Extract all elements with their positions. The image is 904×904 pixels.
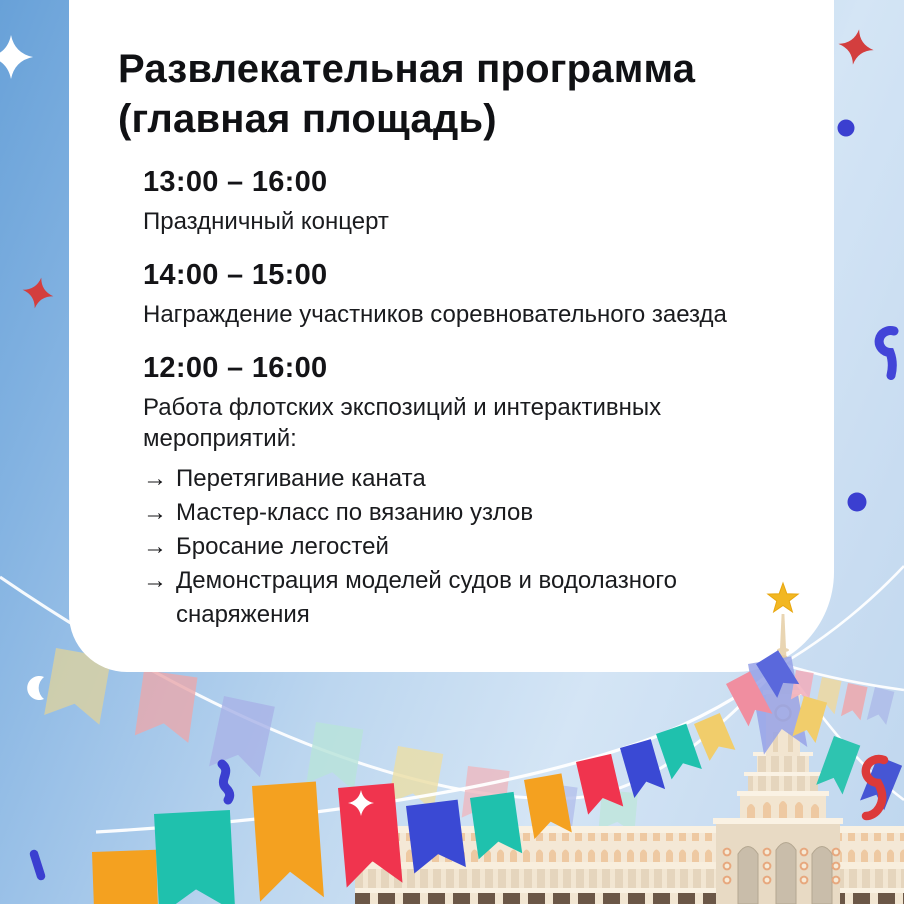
red-star-icon xyxy=(19,274,56,311)
building-star-icon xyxy=(768,583,798,612)
event-time: 14:00 – 15:00 xyxy=(143,259,328,291)
event-description: Работа флотских экспозиций и интерактивных мероприятий: xyxy=(143,394,662,452)
arched-door xyxy=(776,843,796,904)
arched-door xyxy=(738,847,758,904)
event-time: 12:00 – 16:00 xyxy=(143,352,328,384)
confetti-ribbon-icon xyxy=(879,331,894,376)
activity-label: Демонстрация моделей судов и водолазного снаряжения xyxy=(176,567,677,628)
event-description: Праздничный концерт xyxy=(143,208,389,235)
title-line-2: (главная площадь) xyxy=(118,97,497,141)
pennant-flag xyxy=(694,713,735,761)
arrow-bullet-icon: → xyxy=(143,567,167,594)
pennant-flag xyxy=(816,736,860,794)
crescent-icon xyxy=(27,676,44,700)
arrow-bullet-icon: → xyxy=(143,499,167,526)
pennant-flag xyxy=(576,754,623,815)
pennant-flag xyxy=(841,683,868,720)
confetti-dash xyxy=(34,854,41,876)
confetti-ribbon-icon xyxy=(222,764,230,800)
confetti-group xyxy=(0,26,894,876)
activity-label: Мастер-класс по вязанию узлов xyxy=(176,499,534,526)
pennant-flag xyxy=(92,850,159,904)
arrow-bullet-icon: → xyxy=(143,533,167,560)
blue-dot xyxy=(838,120,855,137)
red-star-icon xyxy=(835,26,876,67)
arched-door xyxy=(812,847,832,904)
pennant-flag xyxy=(154,810,235,904)
pennant-flag xyxy=(867,687,895,725)
activity-label: Перетягивание каната xyxy=(176,465,426,492)
pennant-flag xyxy=(252,782,324,902)
activity-label: Бросание легостей xyxy=(176,533,389,560)
bunting-string xyxy=(782,566,904,664)
title-line-1: Развлекательная программа xyxy=(118,47,696,91)
building-central-block xyxy=(713,818,843,904)
sparkle-icon xyxy=(0,35,33,79)
event-description: Награждение участников соревновательного заезда xyxy=(143,301,727,328)
arrow-bullet-icon: → xyxy=(143,465,167,492)
blue-dot xyxy=(848,493,867,512)
event-time: 13:00 – 16:00 xyxy=(143,166,328,198)
pennant-flag xyxy=(620,739,665,798)
pennant-flag xyxy=(656,724,702,780)
